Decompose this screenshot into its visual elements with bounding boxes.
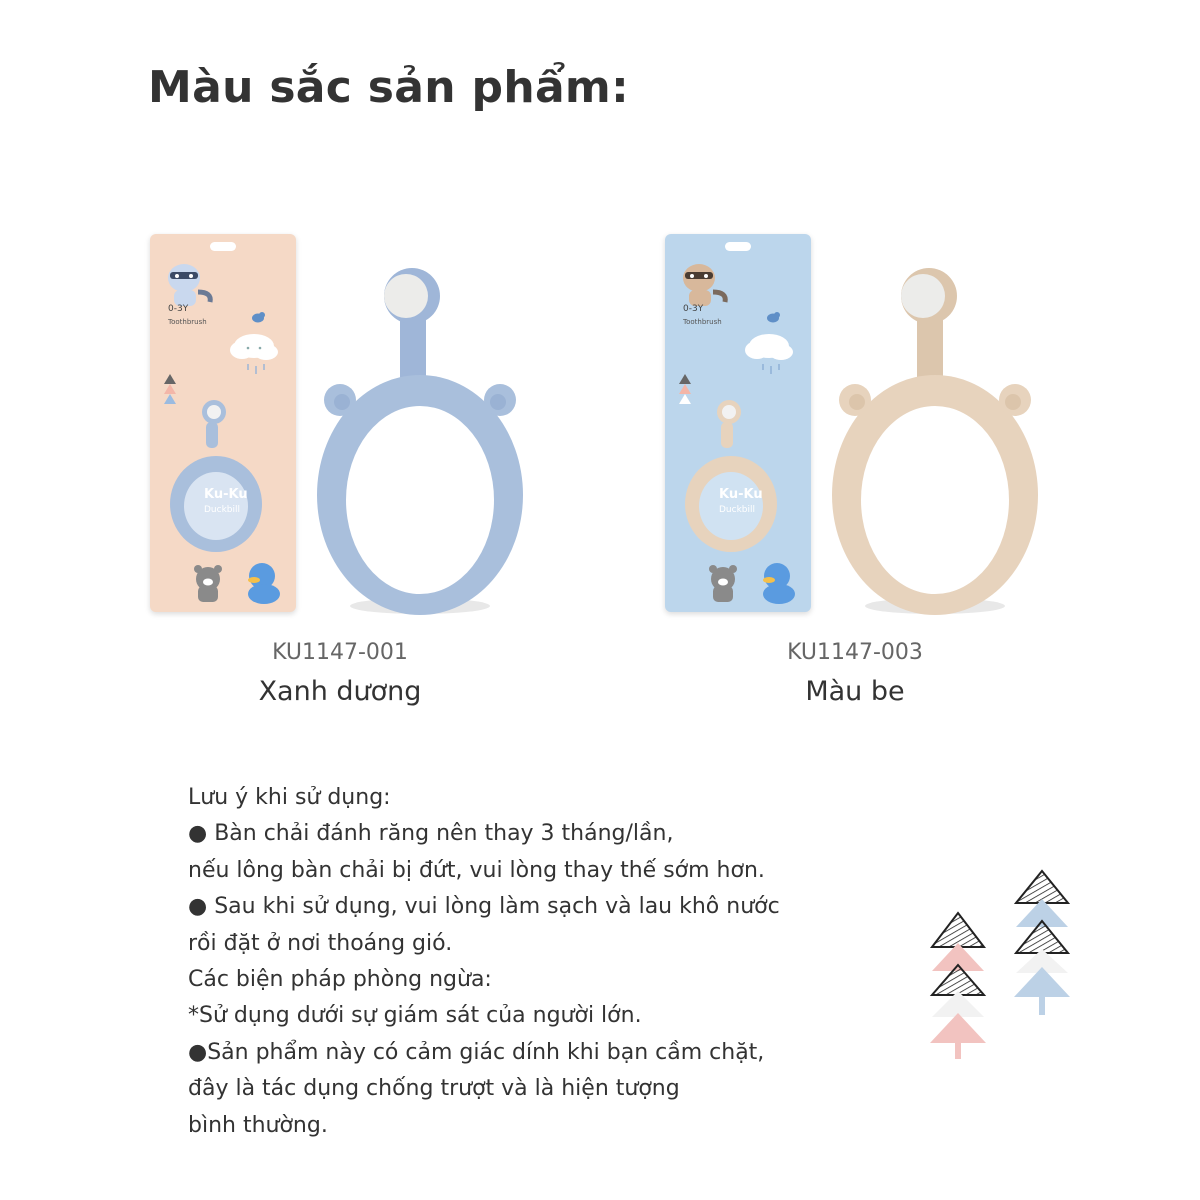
product-card-blue (150, 230, 590, 710)
bird-icon (767, 312, 780, 323)
notes-line: bình thường. (188, 1112, 328, 1138)
bear-icon (194, 565, 222, 602)
product-card-beige (665, 230, 1105, 710)
packaged-brush-icon (685, 400, 777, 552)
notes-line: ● Sau khi sử dụng, vui lòng làm sạch và lau khô nước (188, 894, 780, 920)
triangle-trees-icon (920, 865, 1090, 1075)
package-image (150, 234, 296, 612)
precautions-heading: Các biện pháp phòng ngừa: (188, 967, 492, 993)
notes-line: nếu lông bàn chải bị đứt, vui lòng thay thế sớm hơn. (188, 857, 765, 883)
duck-icon (248, 563, 280, 604)
package-image (665, 234, 811, 612)
bird-icon (252, 312, 265, 323)
bear-icon (709, 565, 737, 602)
product-code: KU1147-001 (272, 640, 408, 665)
svg-text:Duckbill: Duckbill (204, 505, 241, 515)
page-title: Màu sắc sản phẩm: (148, 62, 629, 113)
hang-hole (210, 242, 236, 251)
tree-icon (164, 374, 176, 404)
package-artwork (665, 234, 811, 612)
raccoon-icon (683, 264, 725, 306)
package-age-label: 0-3Y (683, 304, 704, 314)
package-age-label: 0-3Y (168, 304, 189, 314)
usage-notes (188, 780, 868, 1144)
product-color-name: Xanh dương (258, 676, 422, 707)
cloud-icon (745, 334, 793, 374)
notes-line: ●Sản phẩm này có cảm giác dính khi bạn cầm chặt, (188, 1039, 765, 1065)
notes-line: *Sử dụng dưới sự giám sát của người lớn. (188, 1003, 642, 1029)
duck-icon (763, 563, 795, 604)
notes-line: đây là tác dụng chống trượt và là hiện tượng (188, 1076, 680, 1102)
package-artwork (150, 234, 296, 612)
toothbrush-blue-image (310, 250, 530, 620)
toothbrush-beige-image (825, 250, 1045, 620)
notes-line: ● Bàn chải đánh răng nên thay 3 tháng/lần, (188, 821, 674, 847)
svg-text:Ku-Ku: Ku-Ku (719, 487, 763, 502)
product-code: KU1147-003 (787, 640, 923, 665)
notes-line: rồi đặt ở nơi thoáng gió. (188, 930, 453, 956)
cloud-icon (230, 334, 278, 374)
tree-icon (679, 374, 691, 404)
product-color-name: Màu be (805, 676, 905, 707)
raccoon-icon (168, 264, 210, 306)
svg-text:Ku-Ku: Ku-Ku (204, 487, 248, 502)
notes-heading: Lưu ý khi sử dụng: (188, 785, 391, 810)
svg-text:Duckbill: Duckbill (719, 505, 756, 515)
packaged-brush-icon (170, 400, 262, 552)
hang-hole (725, 242, 751, 251)
package-type-label: Toothbrush (168, 318, 207, 326)
package-type-label: Toothbrush (683, 318, 722, 326)
